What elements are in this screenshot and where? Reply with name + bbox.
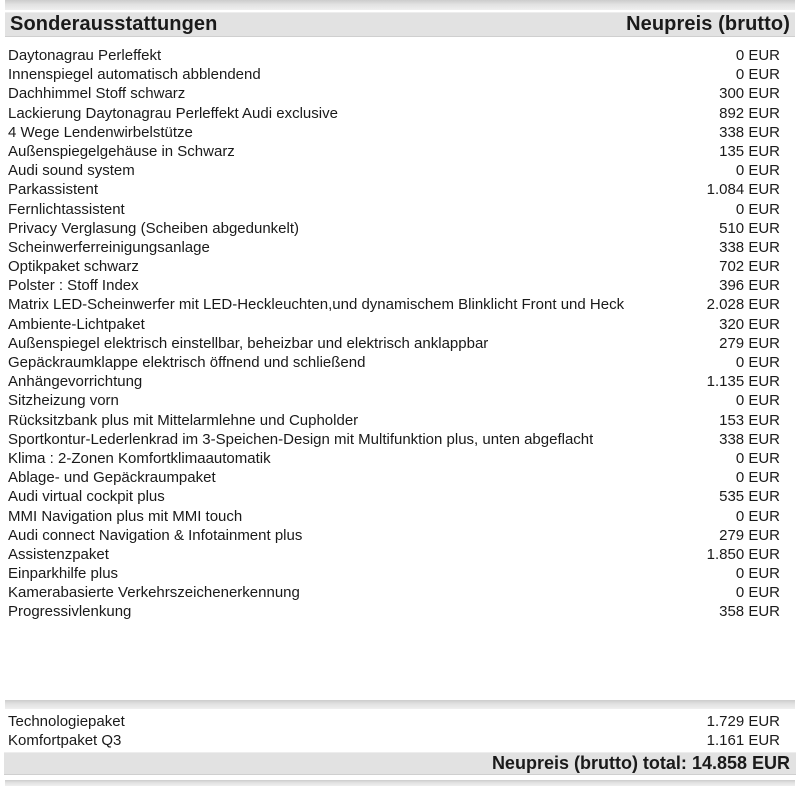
equipment-row (0, 430, 800, 449)
equipment-name: Außenspiegel elektrisch einstellbar, beheizbar und elektrisch anklappbar (8, 334, 489, 352)
section-title: Sonderausstattungen (10, 13, 218, 35)
equipment-price: 0 EUR (735, 584, 780, 602)
equipment-row (0, 602, 800, 621)
equipment-price: 0 EUR (735, 47, 780, 64)
total-label: Neupreis (brutto) total: (491, 753, 687, 773)
equipment-price: 0 EUR (735, 449, 780, 467)
equipment-row (0, 372, 800, 391)
equipment-name: Parkassistent (8, 181, 99, 199)
equipment-price: 1.135 EUR (706, 373, 780, 391)
equipment-row (0, 583, 800, 602)
equipment-name: Polster : Stoff Index (8, 277, 139, 295)
total-value: 14.858 EUR (691, 753, 790, 773)
equipment-name: Scheinwerferreinigungsanlage (8, 238, 210, 256)
equipment-name: MMI Navigation plus mit MMI touch (8, 507, 243, 525)
equipment-row (0, 712, 800, 731)
equipment-row (0, 731, 800, 750)
equipment-price: 2.028 EUR (706, 296, 780, 314)
equipment-row (0, 276, 800, 295)
equipment-row (0, 564, 800, 583)
equipment-price: 0 EUR (735, 200, 780, 218)
equipment-row (0, 545, 800, 564)
equipment-row (0, 334, 800, 353)
equipment-name: Fernlichtassistent (8, 200, 125, 218)
section-gap (0, 622, 800, 700)
equipment-price: 135 EUR (719, 142, 780, 160)
equipment-row (0, 219, 800, 238)
package-list (0, 712, 800, 750)
equipment-row (0, 161, 800, 180)
equipment-price: 0 EUR (735, 565, 780, 583)
equipment-name: Ablage- und Gepäckraumpaket (8, 469, 216, 487)
equipment-price: 1.084 EUR (706, 181, 780, 199)
equipment-name: Dachhimmel Stoff schwarz (8, 85, 186, 103)
table-header-bar (5, 12, 795, 37)
equipment-price: 0 EUR (735, 392, 780, 410)
equipment-name: Matrix LED-Scheinwerfer mit LED-Heckleuchten,und dynamischem Blinklicht Front und Heck (8, 296, 625, 314)
equipment-row (0, 180, 800, 199)
equipment-price: 0 EUR (735, 354, 780, 371)
equipment-row (0, 526, 800, 545)
equipment-price: 0 EUR (735, 469, 780, 487)
equipment-name: Einparkhilfe plus (8, 565, 119, 583)
equipment-price: 338 EUR (719, 430, 780, 448)
equipment-name: Sitzheizung vorn (8, 392, 119, 410)
equipment-price: 338 EUR (719, 238, 780, 256)
equipment-price: 1.729 EUR (706, 712, 780, 730)
equipment-price: 396 EUR (719, 277, 780, 295)
mid-divider-strip (5, 700, 795, 709)
equipment-name: Sportkontur-Lederlenkrad im 3-Speichen-Design mit Multifunktion plus, unten abgeflacht (8, 430, 594, 448)
bottom-divider-strip (5, 780, 795, 786)
price-column-header: Neupreis (brutto) (626, 13, 790, 35)
equipment-price: 0 EUR (735, 162, 780, 180)
equipment-row (0, 507, 800, 526)
equipment-name: Technologiepaket (8, 712, 125, 730)
equipment-price: 358 EUR (719, 603, 780, 621)
equipment-price: 320 EUR (719, 315, 780, 333)
equipment-name: Ambiente-Lichtpaket (8, 315, 145, 333)
equipment-row (0, 123, 800, 142)
equipment-row (0, 411, 800, 430)
equipment-row (0, 257, 800, 276)
equipment-name: Lackierung Daytonagrau Perleffekt Audi exclusive (8, 104, 338, 122)
equipment-price: 535 EUR (719, 488, 780, 506)
equipment-row (0, 487, 800, 506)
equipment-row (0, 84, 800, 103)
equipment-row (0, 238, 800, 257)
equipment-row (0, 295, 800, 314)
total-bar (4, 752, 796, 775)
equipment-name: Privacy Verglasung (Scheiben abgedunkelt) (8, 219, 300, 237)
equipment-row (0, 65, 800, 84)
equipment-row (0, 104, 800, 123)
equipment-price: 702 EUR (719, 258, 780, 276)
equipment-name: Innenspiegel automatisch abblendend (8, 66, 261, 84)
equipment-price: 1.161 EUR (706, 731, 780, 749)
equipment-price: 279 EUR (719, 334, 780, 352)
equipment-row (0, 46, 800, 65)
equipment-name: Anhängevorrichtung (8, 373, 143, 391)
equipment-name: Audi sound system (8, 162, 135, 180)
equipment-price: 0 EUR (735, 507, 780, 525)
equipment-name: 4 Wege Lendenwirbelstütze (8, 123, 193, 141)
equipment-price: 300 EUR (719, 85, 780, 103)
equipment-name: Gepäckraumklappe elektrisch öffnend und schließend (8, 354, 366, 371)
equipment-name: Außenspiegelgehäuse in Schwarz (8, 142, 235, 160)
equipment-list (0, 46, 800, 622)
equipment-name: Klima : 2-Zonen Komfortklimaautomatik (8, 449, 271, 467)
equipment-row (0, 142, 800, 161)
equipment-row (0, 315, 800, 334)
equipment-price: 338 EUR (719, 123, 780, 141)
equipment-price: 510 EUR (719, 219, 780, 237)
equipment-price: 153 EUR (719, 411, 780, 429)
equipment-name: Optikpaket schwarz (8, 258, 139, 276)
equipment-row (0, 391, 800, 410)
equipment-price: 279 EUR (719, 526, 780, 544)
equipment-price: 892 EUR (719, 104, 780, 122)
equipment-row (0, 449, 800, 468)
equipment-row (0, 353, 800, 372)
equipment-name: Kamerabasierte Verkehrszeichenerkennung (8, 584, 300, 602)
equipment-row (0, 468, 800, 487)
equipment-name: Rücksitzbank plus mit Mittelarmlehne und Cupholder (8, 411, 359, 429)
equipment-name: Progressivlenkung (8, 603, 132, 621)
equipment-price: 0 EUR (735, 66, 780, 84)
top-divider-strip (5, 0, 795, 10)
equipment-name: Audi virtual cockpit plus (8, 488, 165, 506)
equipment-name: Audi connect Navigation & Infotainment plus (8, 526, 303, 544)
equipment-name: Komfortpaket Q3 (8, 731, 122, 749)
equipment-price: 1.850 EUR (706, 545, 780, 563)
equipment-row (0, 200, 800, 219)
equipment-name: Assistenzpaket (8, 545, 109, 563)
equipment-name: Daytonagrau Perleffekt (8, 47, 162, 64)
